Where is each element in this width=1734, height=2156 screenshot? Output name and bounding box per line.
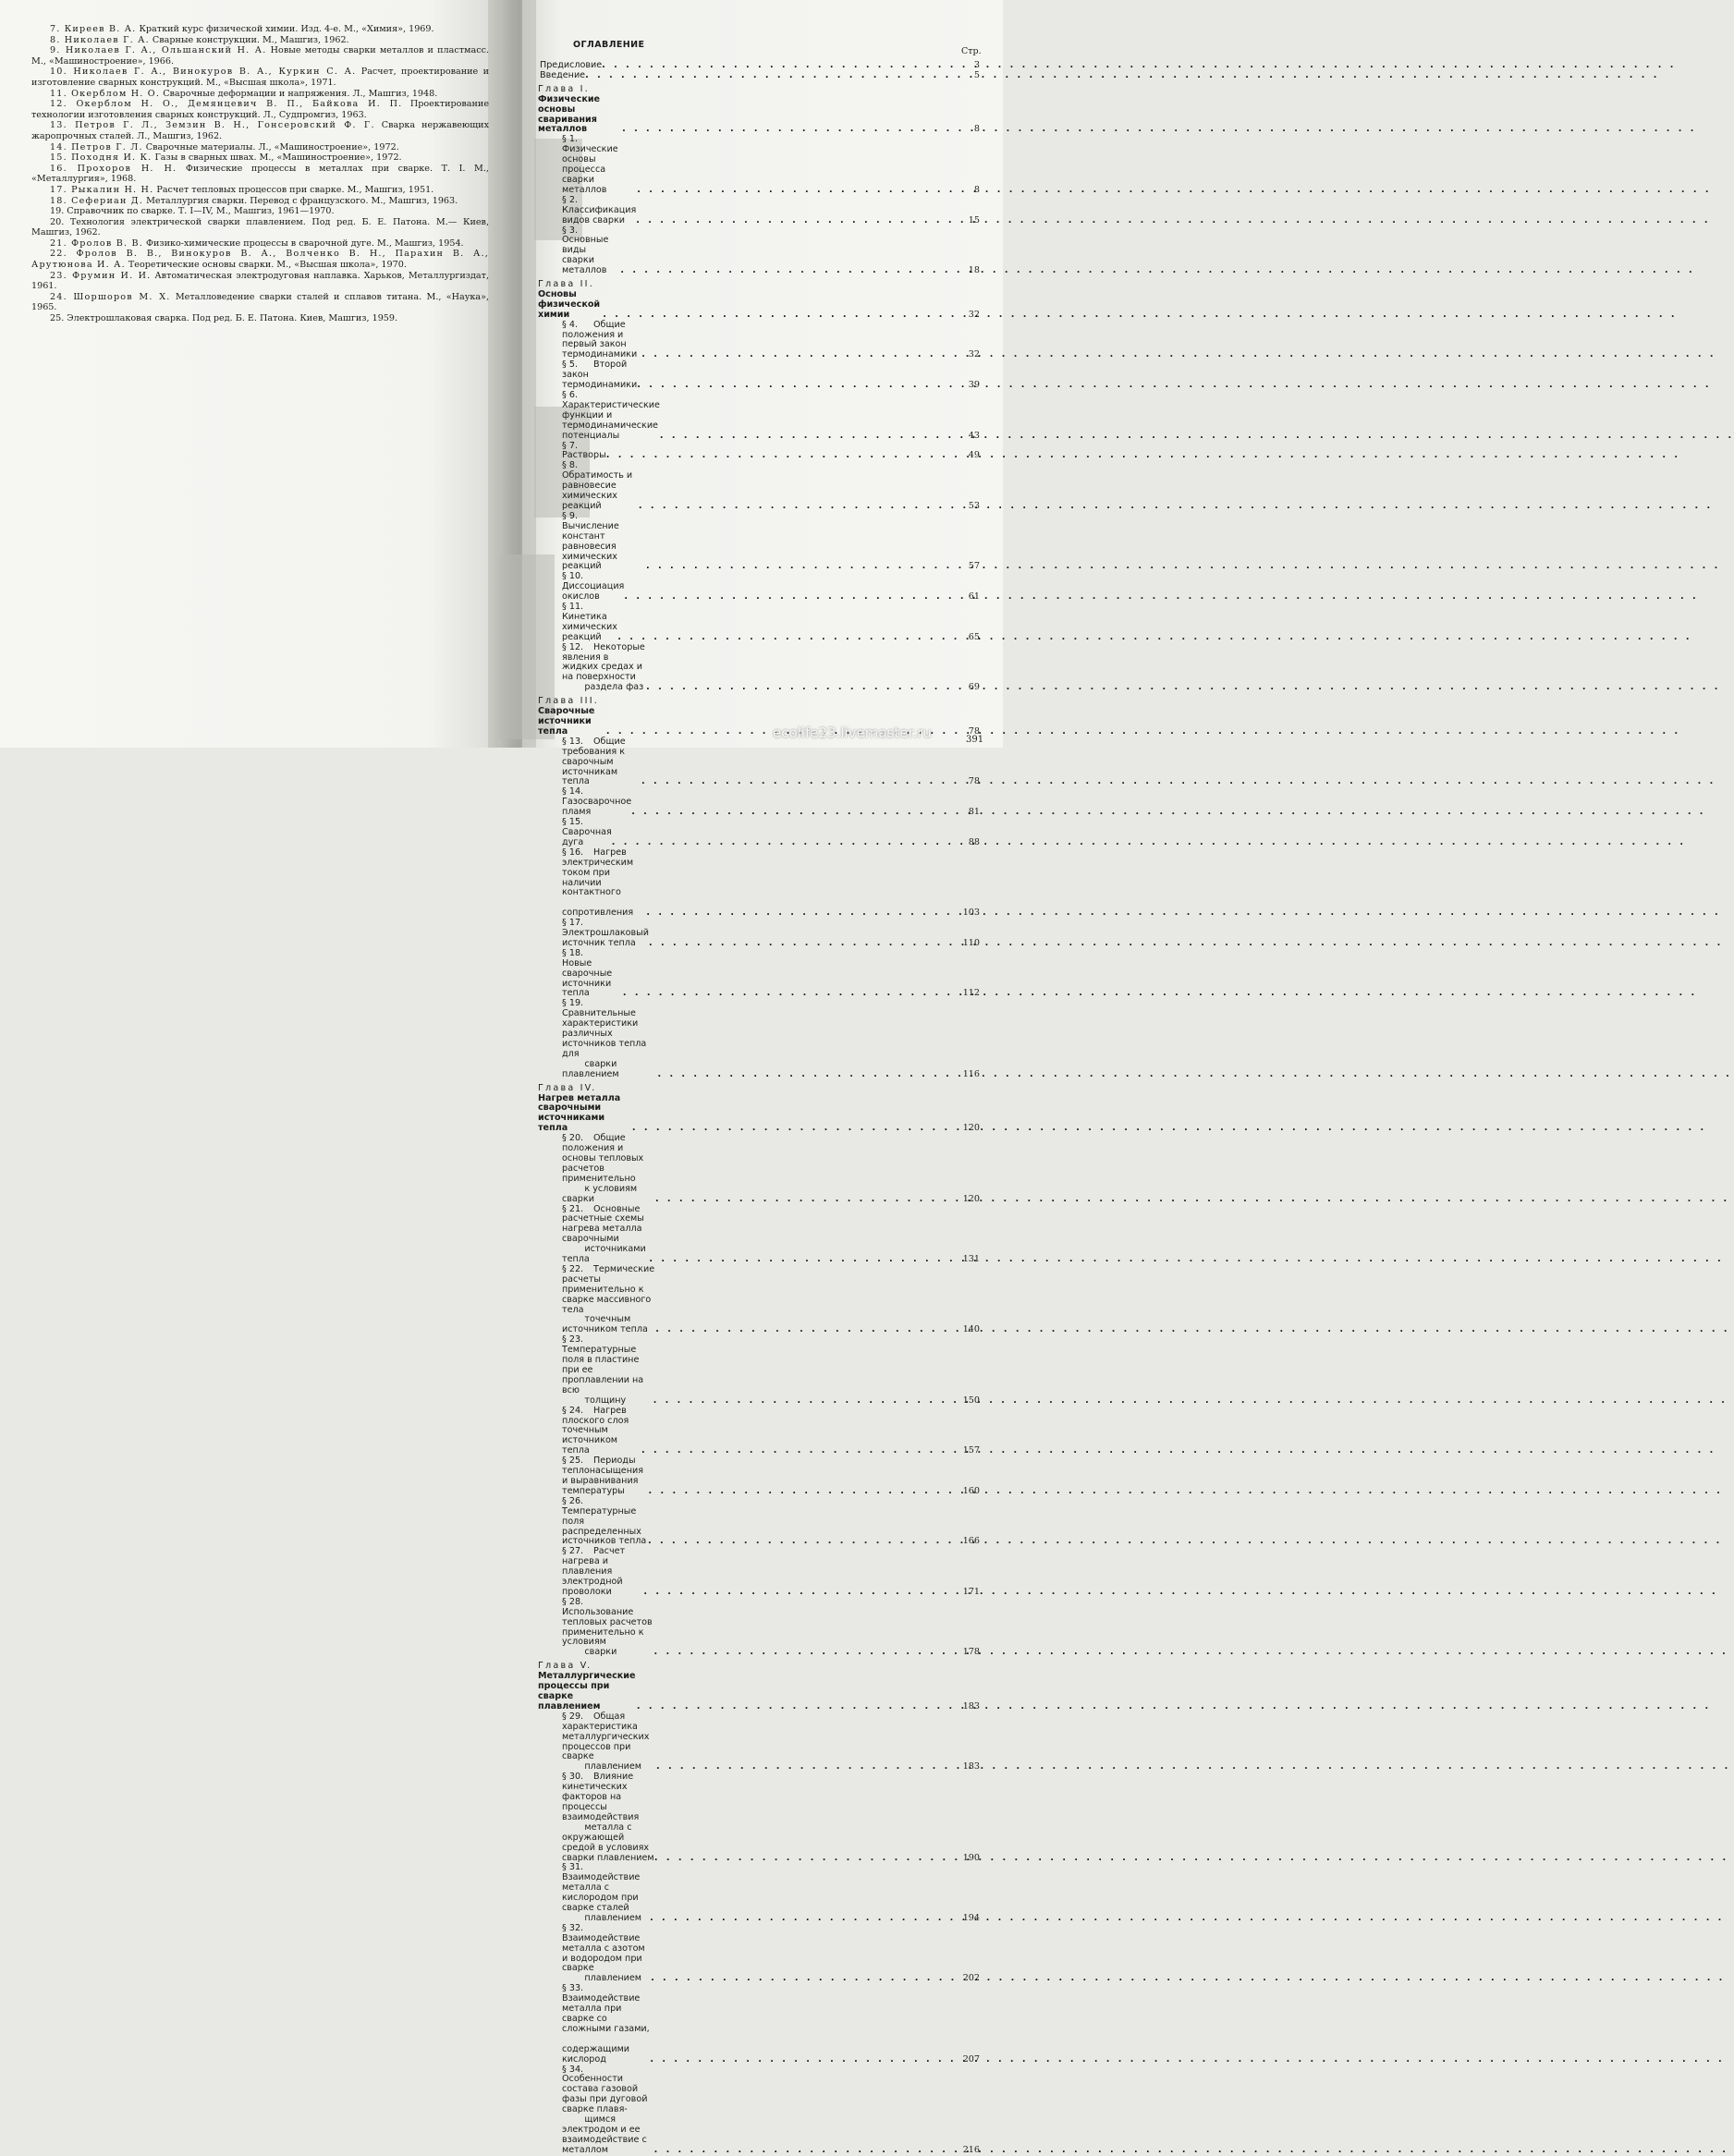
- bibliography-author: 9. Николаев Г. А., Ольшанский Н. А.: [50, 45, 267, 56]
- toc-section-title: Классификация видов сварки: [562, 204, 640, 225]
- toc-page-number: 18: [968, 265, 980, 276]
- toc-section-number: § 34.: [562, 2064, 584, 2075]
- toc-section-title: Общие положения и первый закон термодинамики: [562, 319, 638, 360]
- toc-section-number: § 8.: [562, 460, 578, 471]
- toc-section-number: § 26.: [562, 1495, 584, 1506]
- bibliography-text: Сварочные материалы. Л., «Машиностроение», 1972.: [142, 141, 399, 152]
- bibliography-item: [31, 292, 489, 313]
- bibliography-text: Сварочные деформации и напряжения. Л., Машгиз, 1948.: [160, 88, 438, 99]
- toc-page-number: 8: [973, 124, 980, 135]
- toc-section-entry: [538, 999, 980, 1079]
- bibliography-item: [31, 164, 489, 185]
- bibliography-text: Расчет тепловых процессов при сварке. М., Машгиз, 1951.: [153, 184, 434, 195]
- toc-section-entry: [538, 512, 980, 572]
- bibliography-author: 8. Николаев Г. А.: [50, 34, 150, 45]
- toc-section-entry: [538, 360, 980, 391]
- bibliography-author: 22. Фролов В. В., Винокуров В. А., Волченко В. Н., Парахин В. А., Арутюнова И. А.: [31, 249, 489, 271]
- toc-section-title: Особенности состава газовой фазы при дуговой сварке плавя- щимся электродом и ее взаимодействие с металлом: [562, 2074, 648, 2155]
- toc-section-title: Физические основы процесса сварки металлов: [562, 144, 621, 195]
- toc-section-number: § 15.: [562, 817, 584, 828]
- toc-page-number: 160: [962, 1485, 980, 1496]
- toc-page-number: 183: [962, 1700, 980, 1711]
- toc-chapter-label: Глава IV.: [538, 1082, 597, 1093]
- toc-section-number: § 18.: [562, 947, 584, 958]
- table-of-contents: [538, 61, 980, 2156]
- toc-page-number: 69: [968, 682, 980, 693]
- toc-page-number: 131: [962, 1254, 980, 1265]
- toc-section-number: § 20.: [562, 1133, 584, 1144]
- toc-section-number: § 19.: [562, 998, 584, 1009]
- bibliography-item: [31, 35, 489, 46]
- toc-section-number: § 33.: [562, 1983, 584, 1994]
- toc-page-number: 5: [973, 69, 980, 80]
- bibliography-author: 21. Фролов В. В.: [50, 238, 143, 249]
- toc-section-entry: [538, 1456, 980, 1497]
- toc-entry-title: Введение: [540, 69, 586, 80]
- bibliography-text: 25. Электрошлаковая сварка. Под ред. Б. Е. Патона. Киев, Машгиз, 1959.: [50, 313, 398, 324]
- toc-section-entry: [538, 848, 980, 919]
- toc-section-number: § 1.: [562, 134, 578, 145]
- bibliography-text: Теоретические основы сварки. М., «Высшая школа», 1970.: [125, 260, 407, 271]
- toc-page-number: 120: [962, 1193, 980, 1204]
- bibliography-item: [31, 206, 489, 217]
- toc-section-title: Сварочная дуга: [562, 826, 615, 847]
- toc-section-entry: [538, 135, 980, 195]
- toc-page-number: 88: [968, 836, 980, 847]
- toc-section-entry: [538, 226, 980, 277]
- bibliography-text: Металловедение сварки сталей и сплавов титана. М., «Наука», 1965.: [31, 291, 489, 313]
- toc-leader-dots: [636, 216, 956, 226]
- toc-section-entry: [538, 603, 980, 643]
- toc-section-title: Газосварочное пламя: [562, 797, 635, 818]
- bibliography-item: [31, 89, 489, 100]
- toc-page-number: 61: [968, 591, 980, 603]
- bibliography-item: [31, 99, 489, 120]
- toc-leader-dots: [648, 1537, 956, 1547]
- toc-section-entry: [538, 1407, 980, 1457]
- toc-section-number: § 11.: [562, 602, 584, 613]
- toc-section-entry: [538, 321, 980, 361]
- toc-page-number: 190: [962, 1852, 980, 1863]
- toc-chapter-entry: [538, 1662, 980, 1712]
- toc-chapter-title: Основы физической химии: [538, 288, 604, 320]
- toc-section-entry: [538, 1863, 980, 1923]
- bibliography-author: 16. Прохоров Н. Н.: [50, 163, 177, 174]
- toc-section-entry: [538, 1772, 980, 1863]
- toc-page-number: 57: [968, 561, 980, 572]
- bibliography-item: [31, 249, 489, 270]
- toc-section-number: § 4.: [562, 319, 578, 330]
- toc-section-title: Термические расчеты применительно к сварке массивного тела точечным источником тепла: [562, 1263, 655, 1335]
- toc-chapter-title: Металлургические процессы при сварке плавлением: [538, 1671, 639, 1711]
- toc-section-title: Второй закон термодинамики: [562, 359, 638, 391]
- bibliography-item: [31, 152, 489, 164]
- bibliography-item: [31, 67, 489, 88]
- bibliography-text: 20. Технология электрической сварки плавлением. Под ред. Б. Е. Патона. М.— Киев, Машгиз, 1962.: [31, 216, 489, 238]
- toc-section-entry: [538, 1984, 980, 2065]
- bibliography-text: Сварные конструкции. М., Машгиз, 1962.: [149, 34, 349, 45]
- toc-section-title: Взаимодействие металла с кислородом при сварке сталей плавлением: [562, 1872, 642, 1923]
- toc-leader-dots: [653, 1396, 956, 1407]
- toc-chapter-label: Глава III.: [538, 696, 599, 707]
- toc-page-number: 116: [962, 1068, 980, 1079]
- toc-section-number: § 21.: [562, 1203, 584, 1214]
- bibliography-text: 19. Справочник по сварке. Т. I—IV, М., Машгиз, 1961—1970.: [50, 206, 335, 217]
- toc-section-title: Температурные поля в пластине при ее проплавлении на всю толщину: [562, 1345, 644, 1406]
- toc-section-number: § 5.: [562, 359, 578, 371]
- toc-leader-dots: [632, 1124, 956, 1134]
- toc-section-title: Влияние кинетических факторов на процессы взаимодействия металла с окружающей средой в условиях сварки плавлением: [562, 1772, 654, 1863]
- toc-leader-dots: [623, 989, 956, 999]
- toc-chapter-entry: [538, 85, 980, 136]
- toc-leader-dots: [654, 2146, 956, 2156]
- toc-section-number: § 16.: [562, 847, 584, 858]
- toc-entry-title: Предисловие: [540, 60, 603, 70]
- toc-page-number: 65: [968, 631, 980, 642]
- bibliography-author: 15. Походня И. К.: [50, 152, 153, 164]
- bibliography-item: [31, 24, 489, 35]
- toc-leader-dots: [622, 125, 956, 135]
- toc-leader-dots: [646, 562, 956, 572]
- toc-section-title: Взаимодействие металла при сварке со сложными газами, содержащими кислород: [562, 1993, 650, 2065]
- toc-leader-dots: [585, 71, 956, 81]
- toc-section-entry: [538, 1335, 980, 1406]
- bibliography-item: [31, 313, 489, 324]
- bibliography-item: [31, 185, 489, 196]
- toc-page-number: 171: [962, 1586, 980, 1597]
- toc-page-number: 32: [968, 309, 980, 320]
- bibliography-text: Металлургия сварки. Перевод с французского. М., Машгиз, 1963.: [143, 195, 458, 206]
- toc-leader-dots: [651, 1974, 956, 1984]
- toc-leader-dots: [655, 1325, 956, 1335]
- toc-section-title: Температурные поля распределенных источников тепла: [562, 1505, 647, 1547]
- toc-page-number: 81: [968, 807, 980, 818]
- toc-section-entry: [538, 1598, 980, 1658]
- toc-section-title: Нагрев плоского слоя точечным источником тепла: [562, 1405, 632, 1456]
- toc-section-title: Основные расчетные схемы нагрева металла сварочными источниками тепла: [562, 1203, 646, 1265]
- toc-section-entry: [538, 818, 980, 848]
- toc-section-number: § 32.: [562, 1922, 584, 1933]
- toc-page-number: 15: [968, 214, 980, 225]
- toc-section-number: § 25.: [562, 1456, 584, 1467]
- bibliography-item: [31, 196, 489, 207]
- toc-leader-dots: [649, 1487, 956, 1497]
- toc-chapter-title: Физические основы сваривания металлов: [538, 93, 604, 135]
- bibliography-list: [31, 24, 489, 324]
- toc-section-title: Сравнительные характеристики различных источников тепла для сварки плавлением: [562, 1008, 647, 1079]
- bibliography-author: 12. Окерблом Н. О., Демянцевич В. П., Байкова И. П.: [50, 99, 403, 110]
- bibliography-text: Физико-химические процессы в сварочной дуге. М., Машгиз, 1954.: [142, 238, 464, 249]
- bibliography-item: [31, 45, 489, 67]
- toc-section-title: Вычисление констант равновесия химических реакций: [562, 520, 622, 572]
- toc-leader-dots: [624, 592, 956, 603]
- toc-section-title: Кинетика химических реакций: [562, 611, 621, 642]
- toc-chapter-title: Сварочные источники тепла: [538, 706, 598, 737]
- toc-leader-dots: [641, 350, 956, 360]
- toc-section-number: § 7.: [562, 440, 578, 451]
- toc-section-entry: [538, 1134, 980, 1204]
- toc-top-entry: [538, 71, 980, 81]
- toc-section-number: § 9.: [562, 510, 578, 521]
- toc-leader-dots: [641, 777, 956, 787]
- toc-leader-dots: [631, 808, 956, 818]
- toc-section-entry: [538, 787, 980, 818]
- toc-page-number: 202: [962, 1973, 980, 1984]
- toc-section-number: § 12.: [562, 641, 584, 652]
- bibliography-text: Сварка нержавеющих жаропрочных сталей. Л., Машгиз, 1962.: [31, 120, 489, 141]
- toc-page-number: 53: [968, 500, 980, 511]
- bibliography-author: 17. Рыкалин Н. Н.: [50, 184, 154, 195]
- toc-section-entry: [538, 442, 980, 462]
- toc-leader-dots: [660, 432, 956, 442]
- toc-leader-dots: [654, 1648, 956, 1658]
- toc-page-number: 78: [968, 776, 980, 787]
- toc-section-title: Общая характеристика металлургических процессов при сварке плавлением: [562, 1711, 650, 1772]
- toc-leader-dots: [606, 451, 956, 461]
- bibliography-text: Газы в сварных швах. М., «Машиностроение», 1972.: [152, 152, 402, 164]
- toc-leader-dots: [620, 266, 956, 276]
- toc-section-number: § 27.: [562, 1546, 584, 1557]
- toc-section-number: § 30.: [562, 1772, 584, 1783]
- toc-section-entry: [538, 1265, 980, 1335]
- toc-page-number: 207: [962, 2053, 980, 2065]
- bibliography-item: [31, 217, 489, 238]
- bibliography-author: 11. Окерблом Н. О.: [50, 88, 161, 99]
- bibliography-text: Автоматическая электродуговая наплавка. Харьков, Металлургиздат, 1961.: [31, 270, 489, 292]
- toc-page-number: 8: [973, 184, 980, 195]
- toc-section-number: § 22.: [562, 1263, 584, 1274]
- toc-leader-dots: [646, 908, 956, 919]
- toc-page-number: 32: [968, 349, 980, 360]
- toc-section-title: Нагрев электрическим током при наличии контактного сопротивления: [562, 847, 634, 919]
- toc-section-entry: [538, 196, 980, 226]
- page-number: 391: [966, 735, 984, 745]
- toc-leader-dots: [650, 1914, 956, 1924]
- bibliography-text: Проектирование технологии изготовления сварных конструкций. Л., Судпромгиз, 1963.: [31, 99, 489, 120]
- toc-section-title: Растворы: [562, 450, 606, 461]
- toc-section-entry: [538, 949, 980, 1000]
- toc-chapter-label: Глава II.: [538, 279, 594, 290]
- toc-page-number: 216: [962, 2144, 980, 2155]
- toc-page-number: 112: [962, 988, 980, 999]
- toc-page-number: 78: [968, 725, 980, 737]
- toc-section-entry: [538, 1547, 980, 1598]
- toc-page-number: 43: [968, 430, 980, 441]
- toc-section-number: § 2.: [562, 194, 578, 205]
- toc-section-title: Взаимодействие металла с азотом и водородом при сварке плавлением: [562, 1932, 645, 1984]
- toc-leader-dots: [603, 311, 956, 321]
- watermark-text: ecolife23.livemaster.ru: [773, 725, 932, 741]
- toc-section-number: § 23.: [562, 1334, 584, 1346]
- bibliography-author: 23. Фрумин И. И.: [50, 270, 152, 281]
- toc-section-number: § 3.: [562, 225, 578, 236]
- bibliography-text: Физические процессы в металлах при сварке. Т. I. М., «Металлургия», 1968.: [31, 163, 489, 185]
- toc-page-number: 3: [973, 60, 980, 70]
- toc-section-entry: [538, 643, 980, 694]
- toc-section-entry: [538, 1712, 980, 1772]
- bibliography-author: 10. Николаев Г. А., Винокуров В. А., Куркин С. А.: [50, 67, 357, 78]
- bibliography-text: Новые методы сварки металлов и пластмасс. М., «Машиностроение», 1966.: [31, 45, 489, 67]
- bibliography-item: [31, 120, 489, 141]
- toc-page-number: 166: [962, 1536, 980, 1547]
- toc-leader-dots: [650, 2055, 956, 2065]
- toc-section-number: § 29.: [562, 1711, 584, 1722]
- toc-leader-dots: [637, 1702, 956, 1712]
- toc-section-entry: [538, 461, 980, 512]
- toc-page-number: 39: [968, 380, 980, 391]
- toc-section-title: Основные виды сварки металлов: [562, 235, 612, 276]
- toc-page-column-label: Стр.: [961, 46, 982, 56]
- toc-page-number: 49: [968, 450, 980, 461]
- toc-section-number: § 24.: [562, 1405, 584, 1416]
- toc-section-number: § 10.: [562, 571, 584, 582]
- toc-page-number: 157: [962, 1445, 980, 1456]
- toc-page-number: 150: [962, 1395, 980, 1406]
- toc-chapter-title: Нагрев металла сварочными источниками тепла: [538, 1092, 624, 1134]
- toc-leader-dots: [637, 186, 956, 196]
- toc-leader-dots: [643, 1588, 956, 1598]
- toc-section-title: Периоды теплонасыщения и выравнивания температуры: [562, 1456, 647, 1496]
- toc-section-entry: [538, 1497, 980, 1548]
- toc-section-title: Обратимость и равновесие химических реакций: [562, 470, 636, 511]
- toc-page-number: 120: [962, 1123, 980, 1134]
- toc-chapter-label: Глава I.: [538, 83, 590, 94]
- toc-section-entry: [538, 919, 980, 949]
- toc-section-entry: [538, 572, 980, 603]
- toc-section-title: Новые сварочные источники тепла: [562, 957, 616, 999]
- toc-section-number: § 14.: [562, 786, 584, 798]
- toc-leader-dots: [637, 381, 956, 391]
- toc-section-entry: [538, 737, 980, 788]
- toc-page-number: 194: [962, 1912, 980, 1923]
- toc-section-title: Расчет нагрева и плавления электродной проволоки: [562, 1546, 629, 1597]
- bibliography-text: Краткий курс физической химии. Изд. 4-е. М., «Химия», 1969.: [136, 24, 434, 34]
- toc-section-entry: [538, 1924, 980, 1984]
- toc-leader-dots: [656, 1762, 956, 1772]
- toc-section-title: Диссоциация окислов: [562, 581, 628, 603]
- toc-section-entry: [538, 391, 980, 442]
- toc-section-number: § 28.: [562, 1596, 584, 1607]
- toc-chapter-entry: [538, 1084, 980, 1135]
- toc-page-number: 178: [962, 1647, 980, 1658]
- toc-leader-dots: [612, 838, 956, 848]
- toc-page-number: 183: [962, 1761, 980, 1772]
- toc-section-title: Электрошлаковый источник тепла: [562, 928, 653, 948]
- toc-chapter-label: Глава V.: [538, 1661, 592, 1672]
- toc-leader-dots: [649, 939, 956, 949]
- bibliography-author: 18. Сефериан Д.: [50, 195, 144, 206]
- bibliography-item: [31, 238, 489, 250]
- toc-section-title: Общие требования к сварочным источникам тепла: [562, 736, 629, 787]
- toc-leader-dots: [655, 1195, 956, 1205]
- bibliography-item: [31, 142, 489, 153]
- toc-section-title: Использование тепловых расчетов применительно к условиям сварки: [562, 1606, 653, 1658]
- bibliography-author: 13. Петров Г. Л., Земзин В. Н., Гонсеровский Ф. Г.: [50, 120, 375, 131]
- toc-section-number: § 13.: [562, 736, 584, 747]
- bibliography-author: 7. Киреев В. А.: [50, 24, 137, 34]
- toc-leader-dots: [641, 1446, 956, 1456]
- toc-leader-dots: [649, 1255, 956, 1265]
- toc-heading: ОГЛАВЛЕНИЕ: [573, 40, 645, 50]
- toc-section-number: § 31.: [562, 1862, 584, 1873]
- bibliography-author: 14. Петров Г. Л.: [50, 141, 143, 152]
- toc-leader-dots: [639, 502, 956, 512]
- toc-leader-dots: [646, 683, 956, 693]
- toc-section-title: Характеристические функции и термодинамические потенциалы: [562, 399, 663, 441]
- toc-page-number: 140: [962, 1324, 980, 1335]
- toc-section-title: Общие положения и основы тепловых расчетов применительно к условиям сварки: [562, 1133, 644, 1204]
- bibliography-text: Расчет, проектирование и изготовление сварных конструкций. М., «Высшая школа», 1971.: [31, 67, 489, 88]
- toc-chapter-entry: [538, 280, 980, 321]
- toc-page-number: 110: [962, 937, 980, 948]
- toc-page-number: 103: [962, 907, 980, 919]
- toc-section-entry: [538, 1205, 980, 1265]
- toc-section-number: § 17.: [562, 918, 584, 929]
- toc-section-number: § 6.: [562, 390, 578, 400]
- toc-leader-dots: [654, 1854, 956, 1864]
- toc-leader-dots: [617, 633, 956, 643]
- toc-leader-dots: [657, 1070, 956, 1080]
- bibliography-author: 24. Шоршоров М. Х.: [50, 291, 171, 302]
- bibliography-item: [31, 271, 489, 292]
- toc-section-title: Некоторые явления в жидких средах и на поверхности раздела фаз: [562, 641, 645, 693]
- toc-section-entry: [538, 2065, 980, 2156]
